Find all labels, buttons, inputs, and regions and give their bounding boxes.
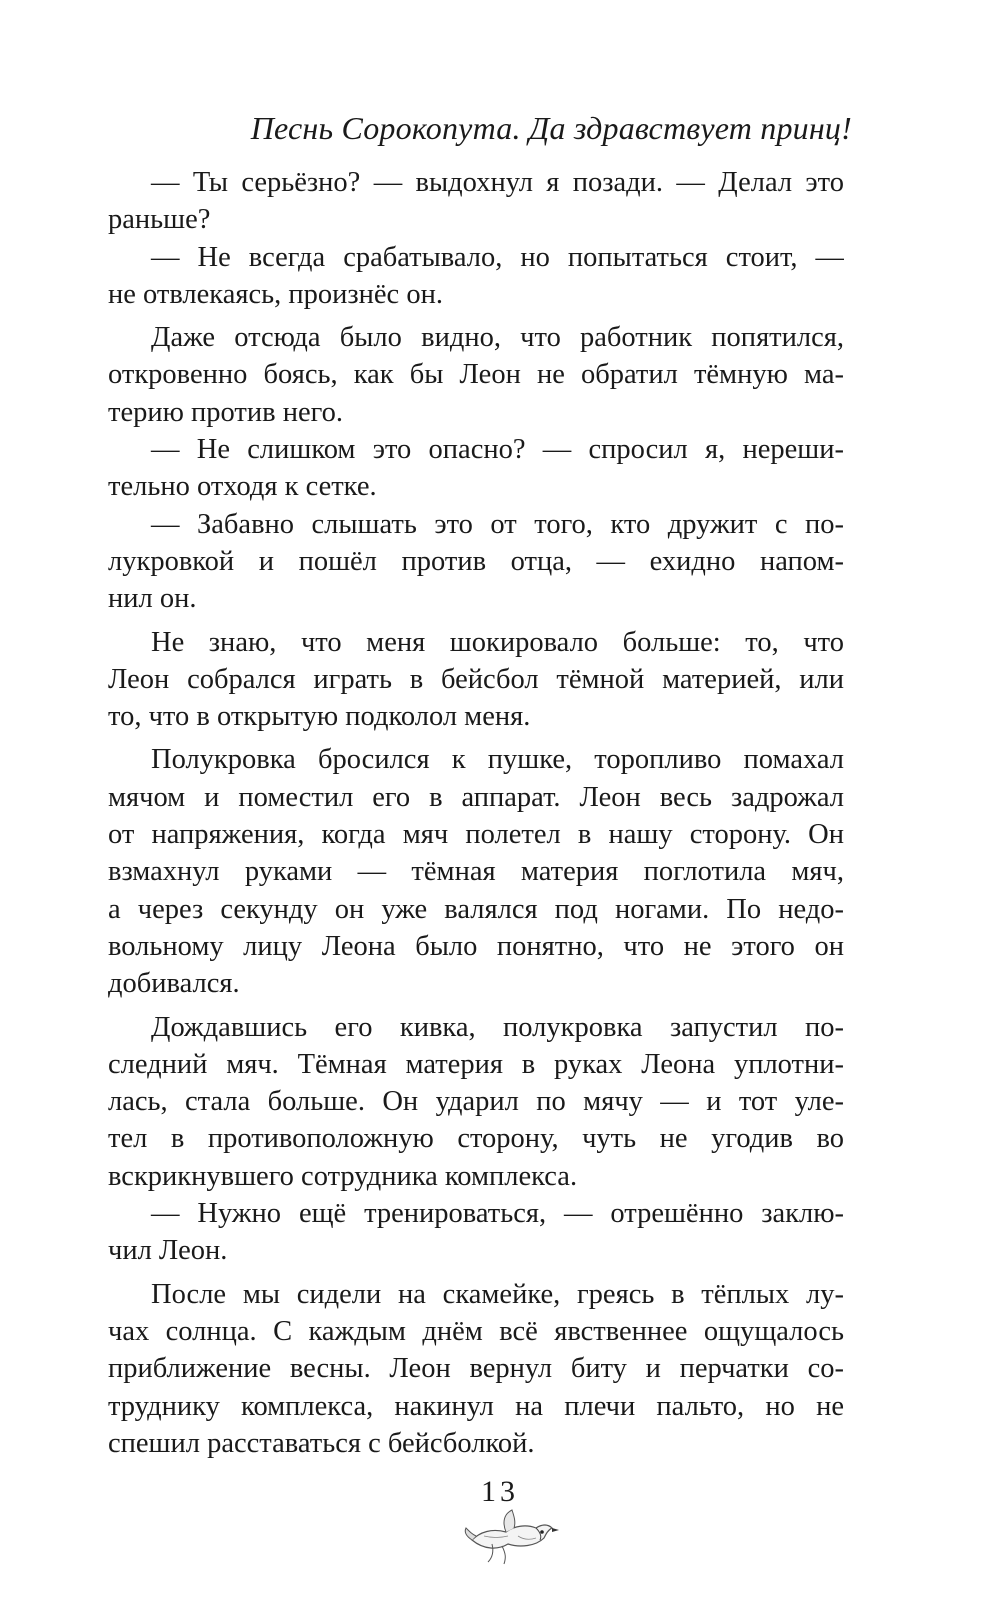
text-line: спешил расставаться с бейсболкой. [108,1427,535,1459]
text-line: — Не всегда срабатывало, но попытаться стоит, — [151,241,844,273]
text-line: вскрикнувшего сотрудника комплекса. [108,1160,578,1192]
text-line: от напряжения, когда мяч полетел в нашу сторону. Он [108,819,844,851]
body-text [108,164,844,1462]
text-line: чил Леон. [108,1235,228,1267]
text-line: не отвлекаясь, произнёс он. [108,278,443,310]
text-line: раньше? [108,204,211,236]
text-line: вольному лицу Леона было понятно, что не этого он [108,930,844,962]
text-line: то, что в открытую подколол меня. [108,701,531,733]
text-line: лукровкой и пошёл против отца, — ехидно напом- [108,545,844,577]
text-line: — Нужно ещё тренироваться, — отрешённо заклю- [151,1198,844,1230]
text-line: тельно отходя к сетке. [108,471,377,503]
text-line: следний мяч. Тёмная материя в руках Леона уплотни- [108,1048,844,1080]
text-line: — Забавно слышать это от того, кто дружит с по- [151,508,844,540]
text-line: Не знаю, что меня шокировало больше: то, что [151,626,844,658]
page-number: 13 [481,1475,519,1508]
text-line: добивался. [108,968,240,1000]
text-line: тел в противоположную сторону, чуть не угодив во [108,1123,844,1155]
text-line: Дождавшись его кивка, полукровка запустил по- [151,1011,844,1043]
text-line: труднику комплекса, накинул на плечи пальто, но не [108,1390,844,1422]
text-line: мячом и поместил его в аппарат. Леон весь задрожал [108,781,844,813]
text-line: Полукровка бросился к пушке, торопливо помахал [151,744,844,776]
text-line: терию против него. [108,396,343,428]
text-line: нил он. [108,583,197,615]
text-line: лась, стала больше. Он ударил по мячу — и тот уле- [108,1086,844,1118]
text-line: Леон собрался играть в бейсбол тёмной материей, или [108,663,844,695]
text-line: — Не слишком это опасно? — спросил я, нереши- [151,434,844,466]
text-line: чах солнца. С каждым днём всё явственнее ощущалось [108,1315,844,1347]
bird-ornament-icon [462,1506,562,1566]
text-line: приближение весны. Леон вернул биту и перчатки со- [108,1353,844,1385]
text-line: — Ты серьёзно? — выдохнул я позади. — Делал это [151,167,844,198]
text-line: откровенно боясь, как бы Леон не обратил тёмную ма- [108,359,844,391]
running-title: Песнь Сорокопута. Да здравствует принц! [250,110,852,146]
text-line: взмахнул руками — тёмная материя поглотила мяч, [108,856,844,888]
text-line: Даже отсюда было видно, что работник попятился, [151,322,844,354]
text-line: После мы сидели на скамейке, греясь в тёплых лу- [151,1278,844,1310]
text-line: а через секунду он уже валялся под ногами. По недо- [108,893,844,925]
